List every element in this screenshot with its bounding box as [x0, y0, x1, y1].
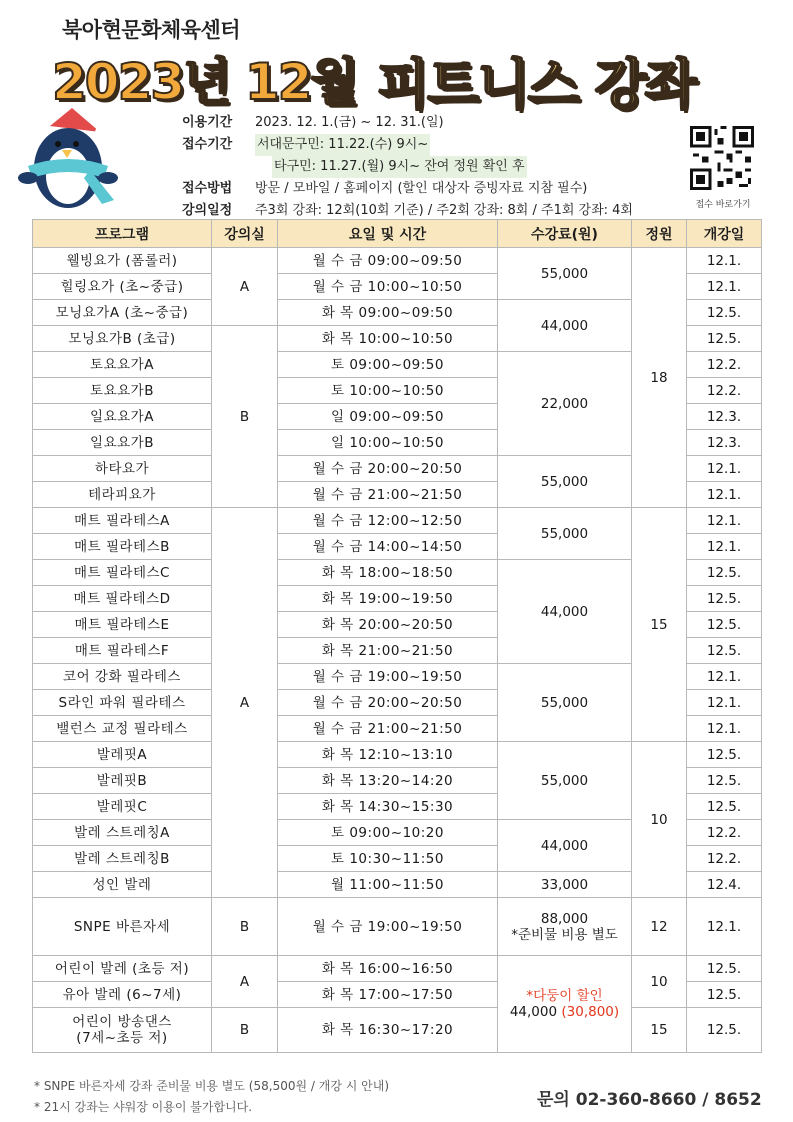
time-cell: 월 수 금 14:00~14:50	[278, 534, 498, 560]
capacity-cell: 12	[632, 898, 687, 956]
period-label: 이용기간	[182, 115, 233, 130]
time-cell: 화 목 19:00~19:50	[278, 586, 498, 612]
fee-cell	[498, 898, 632, 956]
open-date-cell: 12.5.	[687, 1008, 762, 1053]
schedule-table	[32, 219, 762, 1053]
open-date-cell: 12.5.	[687, 300, 762, 326]
program-name: 매트 필라테스C	[33, 560, 212, 586]
room-cell: B	[212, 326, 278, 508]
footnote-snpe: * SNPE 바른자세 강좌 준비물 비용 별도 (58,500원 / 개강 시 안내)	[34, 1079, 390, 1093]
fee-cell: 55,000	[498, 248, 632, 300]
time-cell: 월 수 금 19:00~19:50	[278, 664, 498, 690]
room-cell: B	[212, 1008, 278, 1053]
open-date-cell: 12.3.	[687, 430, 762, 456]
open-date-cell: 12.1.	[687, 898, 762, 956]
fee-cell: 22,000	[498, 352, 632, 456]
capacity-cell: 15	[632, 1008, 687, 1053]
program-name: 발레핏A	[33, 742, 212, 768]
time-cell: 일 10:00~10:50	[278, 430, 498, 456]
time-cell: 화 목 13:20~14:20	[278, 768, 498, 794]
program-name: 매트 필라테스A	[33, 508, 212, 534]
room-cell: B	[212, 898, 278, 956]
table-row	[33, 508, 762, 534]
fee-snpe-price: 88,000	[540, 910, 589, 927]
open-date-cell: 12.2.	[687, 846, 762, 872]
open-date-cell: 12.5.	[687, 586, 762, 612]
open-date-cell: 12.1.	[687, 534, 762, 560]
title-main: 피트니스 강좌	[377, 53, 695, 116]
contact-phone: 문의 02-360-8660 / 8652	[537, 1090, 762, 1110]
open-date-cell: 12.2.	[687, 820, 762, 846]
program-name-line1: 어린이 방송댄스	[72, 1014, 172, 1030]
registration-resident: 서대문구민: 11.22.(수) 9시~	[255, 134, 430, 156]
time-cell: 토 09:00~09:50	[278, 352, 498, 378]
fee-cell: 55,000	[498, 508, 632, 560]
program-name: 테라피요가	[33, 482, 212, 508]
program-name: 모닝요가A (초~중급)	[33, 300, 212, 326]
time-cell: 화 목 10:00~10:50	[278, 326, 498, 352]
qr-code-icon[interactable]	[690, 126, 754, 190]
registration-label: 접수기간	[182, 137, 233, 152]
time-cell: 화 목 16:30~17:20	[278, 1008, 498, 1053]
time-cell: 월 수 금 20:00~20:50	[278, 456, 498, 482]
time-cell: 화 목 12:10~13:10	[278, 742, 498, 768]
discount-label: *다둥이 할인	[526, 988, 603, 1004]
time-cell: 월 수 금 21:00~21:50	[278, 716, 498, 742]
open-date-cell: 12.1.	[687, 664, 762, 690]
open-date-cell: 12.5.	[687, 742, 762, 768]
time-cell: 화 목 17:00~17:50	[278, 982, 498, 1008]
fee-cell: 55,000	[498, 456, 632, 508]
table-row	[33, 898, 762, 956]
time-cell: 화 목 21:00~21:50	[278, 638, 498, 664]
open-date-cell: 12.3.	[687, 404, 762, 430]
open-date-cell: 12.2.	[687, 352, 762, 378]
program-name: 일요요가B	[33, 430, 212, 456]
time-cell: 토 10:30~11:50	[278, 846, 498, 872]
capacity-cell: 15	[632, 508, 687, 742]
table-row	[33, 248, 762, 274]
table-header-row	[33, 220, 762, 248]
capacity-cell: 10	[632, 742, 687, 898]
fee-cell: 44,000	[498, 560, 632, 664]
footnote-shower: * 21시 강좌는 샤워장 이용이 불가합니다.	[34, 1100, 253, 1114]
program-name: 웰빙요가 (폼롤러)	[33, 248, 212, 274]
header-program: 프로그램	[33, 220, 212, 248]
program-name: 유아 발레 (6~7세)	[33, 982, 212, 1008]
penguin-illustration-icon	[14, 104, 122, 216]
room-cell: A	[212, 508, 278, 898]
time-cell: 일 09:00~09:50	[278, 404, 498, 430]
open-date-cell: 12.4.	[687, 872, 762, 898]
fee-cell: 55,000	[498, 664, 632, 742]
open-date-cell: 12.5.	[687, 326, 762, 352]
program-name: 매트 필라테스B	[33, 534, 212, 560]
program-name: 발레 스트레칭B	[33, 846, 212, 872]
method-value: 방문 / 모바일 / 홈페이지 (할인 대상자 증빙자료 지참 필수)	[255, 181, 588, 196]
program-name: 토요요가B	[33, 378, 212, 404]
header-capacity: 정원	[632, 220, 687, 248]
room-cell: A	[212, 248, 278, 326]
open-date-cell: 12.5.	[687, 768, 762, 794]
open-date-cell: 12.5.	[687, 560, 762, 586]
fee-cell	[498, 956, 632, 1053]
time-cell: 월 수 금 21:00~21:50	[278, 482, 498, 508]
time-cell: 화 목 20:00~20:50	[278, 612, 498, 638]
program-name: 매트 필라테스E	[33, 612, 212, 638]
program-name: 하타요가	[33, 456, 212, 482]
open-date-cell: 12.5.	[687, 982, 762, 1008]
program-name: 일요요가A	[33, 404, 212, 430]
kids-discount-price: (30,800)	[561, 1004, 620, 1020]
program-name: 발레 스트레칭A	[33, 820, 212, 846]
fee-cell: 44,000	[498, 820, 632, 872]
time-cell: 화 목 09:00~09:50	[278, 300, 498, 326]
method-label: 접수방법	[182, 181, 233, 196]
schedule-label: 강의일정	[182, 203, 233, 218]
open-date-cell: 12.1.	[687, 248, 762, 274]
table-row	[33, 956, 762, 982]
open-date-cell: 12.1.	[687, 274, 762, 300]
capacity-cell: 10	[632, 956, 687, 1008]
registration-nonresident: 타구민: 11.27.(월) 9시~ 잔여 정원 확인 후	[272, 156, 527, 178]
header-open-date: 개강일	[687, 220, 762, 248]
open-date-cell: 12.5.	[687, 612, 762, 638]
open-date-cell: 12.1.	[687, 456, 762, 482]
time-cell: 토 09:00~10:20	[278, 820, 498, 846]
program-name-line2: (7세~초등 저)	[76, 1030, 168, 1046]
page-title	[52, 42, 752, 116]
header-room: 강의실	[212, 220, 278, 248]
fee-cell: 44,000	[498, 300, 632, 352]
program-name: 밸런스 교정 필라테스	[33, 716, 212, 742]
time-cell: 토 10:00~10:50	[278, 378, 498, 404]
program-name: 발레핏C	[33, 794, 212, 820]
time-cell: 월 11:00~11:50	[278, 872, 498, 898]
program-name: 힐링요가 (초~중급)	[33, 274, 212, 300]
title-year: 2023년 12월	[52, 53, 357, 111]
program-name: S라인 파워 필라테스	[33, 690, 212, 716]
program-name: 어린이 발레 (초등 저)	[33, 956, 212, 982]
open-date-cell: 12.1.	[687, 716, 762, 742]
fee-cell: 55,000	[498, 742, 632, 820]
time-cell: 월 수 금 09:00~09:50	[278, 248, 498, 274]
program-name: 발레핏B	[33, 768, 212, 794]
capacity-cell: 18	[632, 248, 687, 508]
table-row	[33, 1008, 762, 1053]
program-name: 매트 필라테스F	[33, 638, 212, 664]
schedule-value: 주3회 강좌: 12회(10회 기준) / 주2회 강좌: 8회 / 주1회 강좌: 4회	[255, 203, 633, 218]
period-value: 2023. 12. 1.(금) ~ 12. 31.(일)	[255, 115, 444, 130]
time-cell: 월 수 금 19:00~19:50	[278, 898, 498, 956]
time-cell: 화 목 18:00~18:50	[278, 560, 498, 586]
open-date-cell: 12.5.	[687, 956, 762, 982]
open-date-cell: 12.5.	[687, 794, 762, 820]
time-cell: 월 수 금 12:00~12:50	[278, 508, 498, 534]
room-cell: A	[212, 956, 278, 1008]
program-name: 매트 필라테스D	[33, 586, 212, 612]
program-name	[33, 1008, 212, 1053]
qr-caption: 접수 바로가기	[695, 200, 751, 210]
program-name: 코어 강화 필라테스	[33, 664, 212, 690]
time-cell: 화 목 16:00~16:50	[278, 956, 498, 982]
time-cell: 월 수 금 20:00~20:50	[278, 690, 498, 716]
header-fee: 수강료(원)	[498, 220, 632, 248]
open-date-cell: 12.1.	[687, 508, 762, 534]
open-date-cell: 12.5.	[687, 638, 762, 664]
open-date-cell: 12.1.	[687, 690, 762, 716]
program-name: SNPE 바른자세	[33, 898, 212, 956]
center-name: 북아현문화체육센터	[62, 18, 241, 42]
open-date-cell: 12.1.	[687, 482, 762, 508]
kids-base-price: 44,000	[509, 1004, 558, 1020]
program-name: 모닝요가B (초급)	[33, 326, 212, 352]
program-name: 토요요가A	[33, 352, 212, 378]
fee-cell: 33,000	[498, 872, 632, 898]
kids-fee	[498, 1004, 631, 1020]
time-cell: 화 목 14:30~15:30	[278, 794, 498, 820]
time-cell: 월 수 금 10:00~10:50	[278, 274, 498, 300]
open-date-cell: 12.2.	[687, 378, 762, 404]
program-name: 성인 발레	[33, 872, 212, 898]
table-row	[33, 742, 762, 768]
header-time: 요일 및 시간	[278, 220, 498, 248]
fee-snpe-note: *준비물 비용 별도	[511, 926, 618, 943]
